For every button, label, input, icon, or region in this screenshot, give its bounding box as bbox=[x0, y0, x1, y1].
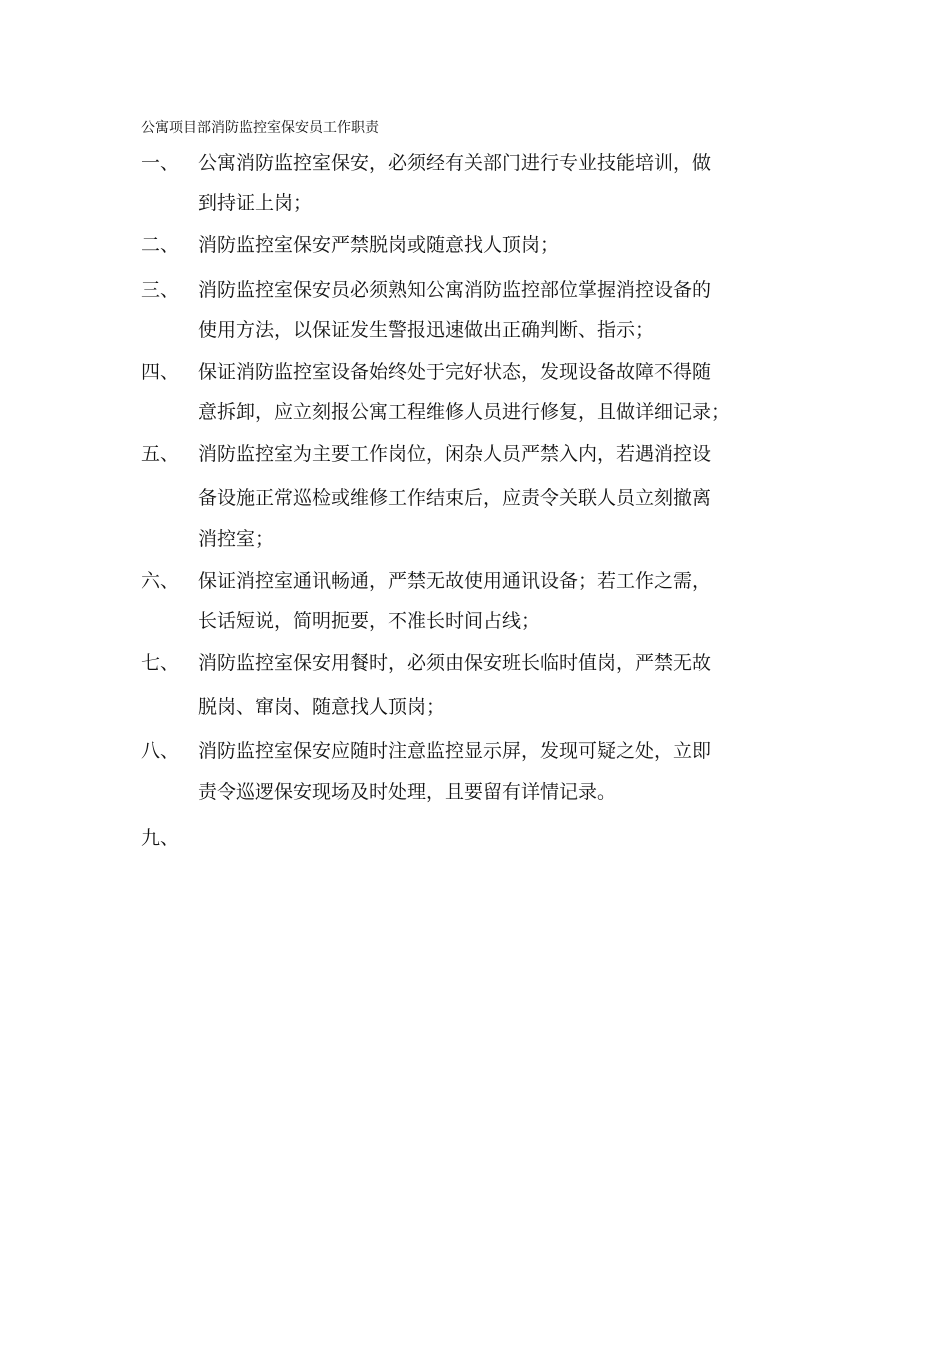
item-line: 使用方法，以保证发生警报迅速做出正确判断、指示； bbox=[198, 319, 655, 341]
item-number: 九、 bbox=[141, 827, 180, 849]
document-title: 公寓项目部消防监控室保安员工作职责 bbox=[141, 120, 379, 136]
item-line: 消防监控室保安员必须熟知公寓消防监控部位掌握消控设备的 bbox=[198, 279, 712, 301]
item-line: 消防监控室保安用餐时，必须由保安班长临时值岗，严禁无故 bbox=[198, 652, 712, 674]
item-line: 意拆卸，应立刻报公寓工程维修人员进行修复，且做详细记录； bbox=[198, 401, 731, 423]
item-number: 五、 bbox=[141, 443, 180, 465]
item-line: 长话短说，简明扼要，不准长时间占线； bbox=[198, 610, 541, 632]
item-line: 到持证上岗； bbox=[198, 192, 313, 214]
item-line: 保证消控室通讯畅通，严禁无故使用通讯设备；若工作之需， bbox=[198, 570, 712, 592]
item-number: 八、 bbox=[141, 740, 180, 762]
item-number: 三、 bbox=[141, 279, 180, 301]
item-line: 消防监控室为主要工作岗位，闲杂人员严禁入内，若遇消控设 bbox=[198, 443, 712, 465]
item-line: 消防监控室保安严禁脱岗或随意找人顶岗； bbox=[198, 234, 560, 256]
item-line: 消控室； bbox=[198, 528, 275, 550]
item-number: 一、 bbox=[141, 152, 180, 174]
item-number: 四、 bbox=[141, 361, 180, 383]
item-line: 脱岗、窜岗、随意找人顶岗； bbox=[198, 696, 446, 718]
item-line: 消防监控室保安应随时注意监控显示屏，发现可疑之处，立即 bbox=[198, 740, 712, 762]
item-number: 二、 bbox=[141, 234, 180, 256]
item-number: 六、 bbox=[141, 570, 180, 592]
item-line: 备设施正常巡检或维修工作结束后，应责令关联人员立刻撤离 bbox=[198, 487, 712, 509]
item-line: 责令巡逻保安现场及时处理，且要留有详情记录。 bbox=[198, 781, 617, 803]
item-number: 七、 bbox=[141, 652, 180, 674]
item-line: 公寓消防监控室保安，必须经有关部门进行专业技能培训，做 bbox=[198, 152, 712, 174]
item-line: 保证消防监控室设备始终处于完好状态，发现设备故障不得随 bbox=[198, 361, 712, 383]
